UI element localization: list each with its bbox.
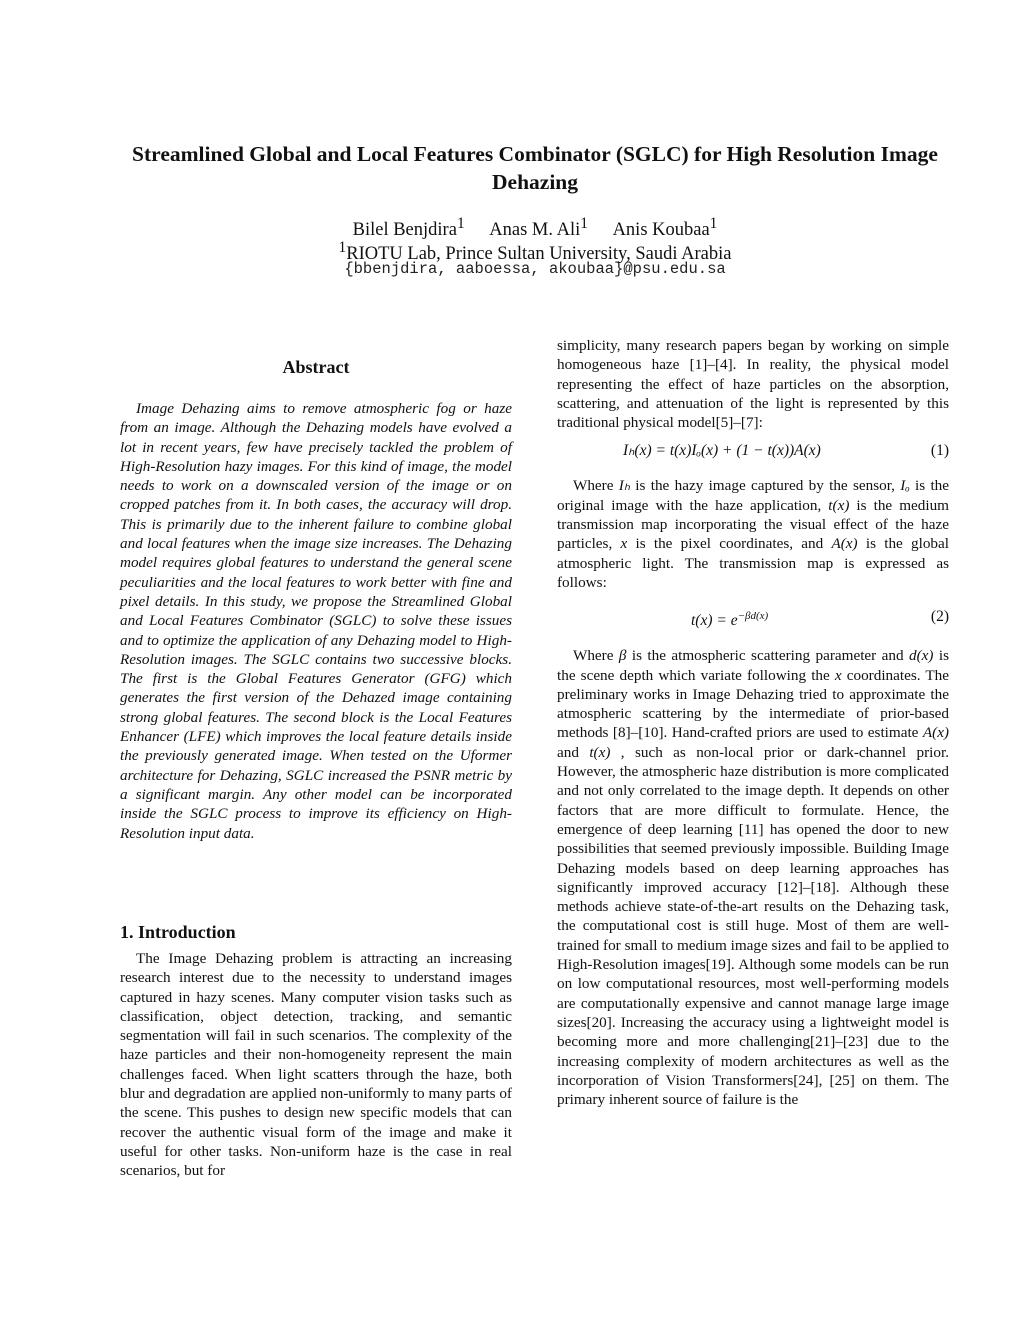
paragraph: Where β is the atmospheric scattering parameter and d(x) is the scene depth which variate following the x coordinates. The preliminary works in Image Dehazing tried to approximate the atmospheric scattering by the intermediate of prior-based methods [8]–[10]. Hand-crafted priors are used to estimate A(x) and t(x) , such as non-local prior or dark-channel prior. However, the atmospheric haze distribution is more complicated and not only correlated to the image depth. It depends on other factors that are more difficult to formulate. Hence, the emergence of deep learning [11] has opened the door to new possibilities that seemed previously impossible. Building Image Dehazing models based on deep learning approaches has significantly improved accuracy [12]–[18]. Although these methods achieve state-of-the-art results on the Dehazing task, the computational cost is still huge. Most of them are well-trained for small to medium image sizes and fail to be applied to High-Resolution images[19]. Although some models can be run on low computational resources, most well-performing models are computationally expensive and cannot manage large image sizes[20]. Increasing the accuracy using a lightweight model is becoming more and more challenging[21]–[23] due to the increasing complexity of modern architectures as well as the incorporation of Vision Transformers[24], [25] on them. The primary inherent source of failure is the: [557, 647, 949, 1109]
introduction-text: The Image Dehazing problem is attracting an increasing research interest due to the necessity to understand images captured in hazy scenes. Many computer vision tasks such as classification, object detection, tracking, and semantic segmentation will fail in such scenarios. The complexity of the haze particles and their non-homogeneity represent the main challenges faced. When light scatters through the haze, both blur and degradation are applied non-uniformly to many parts of the scene. This pushes to design new specific models that can recover the authentic visual form of the image and make it useful for other tasks. Non-uniform haze is the case in real scenarios, but for: [120, 950, 512, 1180]
abstract-heading: Abstract: [282, 357, 350, 377]
equation-expression: $t(x) = e^{-\beta d(x)}$: [691, 610, 769, 630]
affiliation: $^1$RIOTU Lab, Prince Sultan University, Saudi Arabia: [338, 239, 732, 265]
author-name: Anas M. Ali$^1$: [489, 215, 588, 241]
author-name: Bilel Benjdira$^1$: [352, 215, 465, 241]
equation-1: [557, 432, 949, 470]
paragraph: Where Iₕ is the hazy image captured by the sensor, Iₒ is the original image with the haze application, t(x) is the medium transmission map incorporating the visual effect of the haze particles, x is the pixel coordinates, and A(x) is the global atmospheric light. The transmission map is expressed as follows:: [557, 477, 949, 591]
abstract-text: Image Dehazing aims to remove atmospheric fog or haze from an image. Although the Dehazing models have evolved a lot in recent years, few have precisely tackled the problem of High-Resolution hazy images. For this kind of image, the model needs to work on a downscaled version of the image or on cropped patches from it. In both cases, the accuracy will drop. This is primarily due to the inherent failure to combine global and local features when the image size increases. The Dehazing model requires global features to understand the general scene peculiarities and the local features to work better with fine and pixel details. In this study, we propose the Streamlined Global and Local Features Combinator (SGLC) to solve these issues and to optimize the application of any Dehazing model to High-Resolution images. The SGLC contains two successive blocks. The first is the Global Features Generator (GFG) which generates the first version of the Dehazed image containing strong global features. The second block is the Local Features Enhancer (LFE) which improves the local feature details inside the previously generated image. When tested on the Uformer architecture for Dehazing, SGLC increased the PSNR metric by a significant margin. Any other model can be incorporated inside the SGLC process to improve its efficiency on High-Resolution input data.: [120, 400, 512, 842]
equation-expression: Iₕ(x) = t(x)Iₒ(x) + (1 − t(x))A(x): [623, 442, 821, 460]
author-emails: {bbenjdira, aaboessa, akoubaa}@psu.edu.sa: [344, 260, 726, 278]
equation-number: (2): [930, 608, 949, 626]
paper-title: Streamlined Global and Local Features Combinator (SGLC) for High Resolution Image Dehazing: [132, 142, 938, 194]
author-name: Anis Koubaa$^1$: [612, 215, 718, 241]
equation-number: (1): [930, 442, 949, 460]
paragraph: simplicity, many research papers began by working on simple homogeneous haze [1]–[4]. In reality, the physical model representing the effect of haze particles on the absorption, scattering, and attenuation of the light is represented by this traditional physical model[5]–[7]:: [557, 337, 949, 432]
right-column: [557, 336, 949, 1109]
section-heading-introduction: 1. Introduction: [120, 922, 236, 942]
equation-2: [557, 598, 949, 636]
